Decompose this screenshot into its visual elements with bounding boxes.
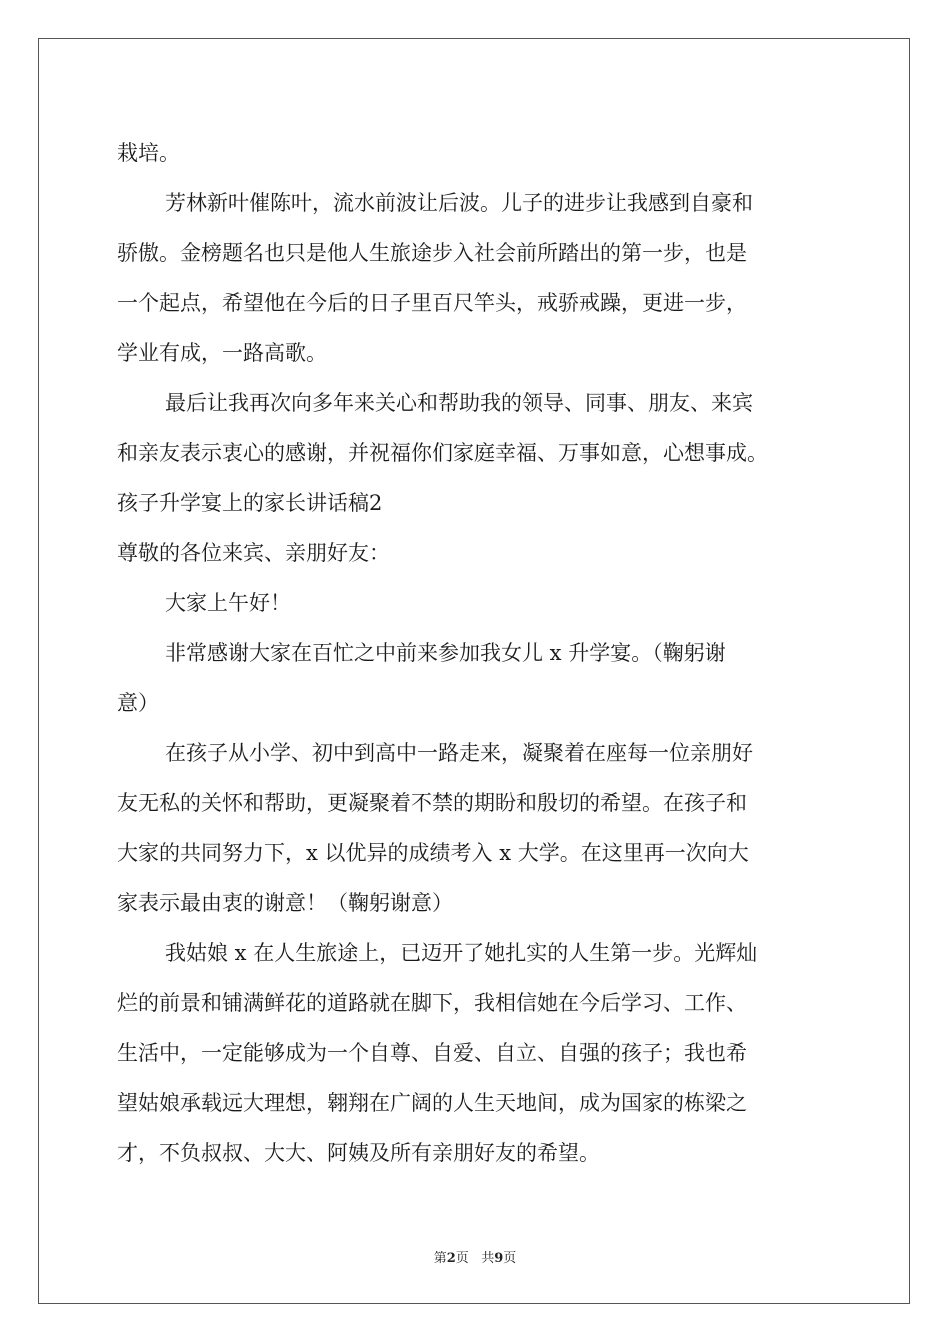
text-line: 非常感谢大家在百忙之中前来参加我女儿 x 升学宴。（鞠躬谢 (165, 641, 726, 665)
text-line: 我姑娘 x 在人生旅途上，已迈开了她扎实的人生第一步。光辉灿 (165, 941, 758, 965)
salutation: 尊敬的各位来宾、亲朋好友： (117, 541, 390, 565)
total-pages: 9 (494, 1251, 504, 1266)
page-footer (0, 1247, 950, 1266)
page-suffix: 页 (455, 1251, 469, 1266)
text-line: 骄傲。金榜题名也只是他人生旅途步入社会前所踏出的第一步，也是 (117, 241, 747, 265)
text-line: 一个起点，希望他在今后的日子里百尺竿头，戒骄戒躁，更进一步， (117, 291, 747, 315)
section-heading: 孩子升学宴上的家长讲话稿2 (117, 491, 383, 515)
text-line: 在孩子从小学、初中到高中一路走来，凝聚着在座每一位亲朋好 (165, 741, 753, 765)
text-line: 大家上午好！ (165, 591, 291, 615)
text-line: 友无私的关怀和帮助，更凝聚着不禁的期盼和殷切的希望。在孩子和 (117, 791, 747, 815)
text-line: 家表示最由衷的谢意！（鞠躬谢意） (117, 891, 453, 915)
text-line: 生活中，一定能够成为一个自尊、自爱、自立、自强的孩子；我也希 (117, 1041, 747, 1065)
text-line: 学业有成，一路高歌。 (117, 341, 327, 365)
text-line: 才，不负叔叔、大大、阿姨及所有亲朋好友的希望。 (117, 1141, 600, 1165)
total-prefix: 共 (481, 1251, 495, 1266)
text-line: 大家的共同努力下，x 以优异的成绩考入 x 大学。在这里再一次向大 (117, 841, 749, 865)
page-prefix: 第 (433, 1251, 447, 1266)
text-line: 望姑娘承载远大理想，翱翔在广阔的人生天地间，成为国家的栋梁之 (117, 1091, 747, 1115)
text-line: 芳林新叶催陈叶，流水前波让后波。儿子的进步让我感到自豪和 (165, 191, 753, 215)
total-suffix: 页 (503, 1251, 517, 1266)
text-line: 烂的前景和铺满鲜花的道路就在脚下，我相信她在今后学习、工作、 (117, 991, 747, 1015)
text-line: 意） (117, 691, 159, 715)
text-line: 和亲友表示衷心的感谢，并祝福你们家庭幸福、万事如意，心想事成。 (117, 441, 768, 465)
document-body (117, 128, 847, 1178)
text-line: 最后让我再次向多年来关心和帮助我的领导、同事、朋友、来宾 (165, 391, 753, 415)
page-number: 2 (446, 1251, 456, 1266)
text-line: 栽培。 (117, 141, 180, 165)
